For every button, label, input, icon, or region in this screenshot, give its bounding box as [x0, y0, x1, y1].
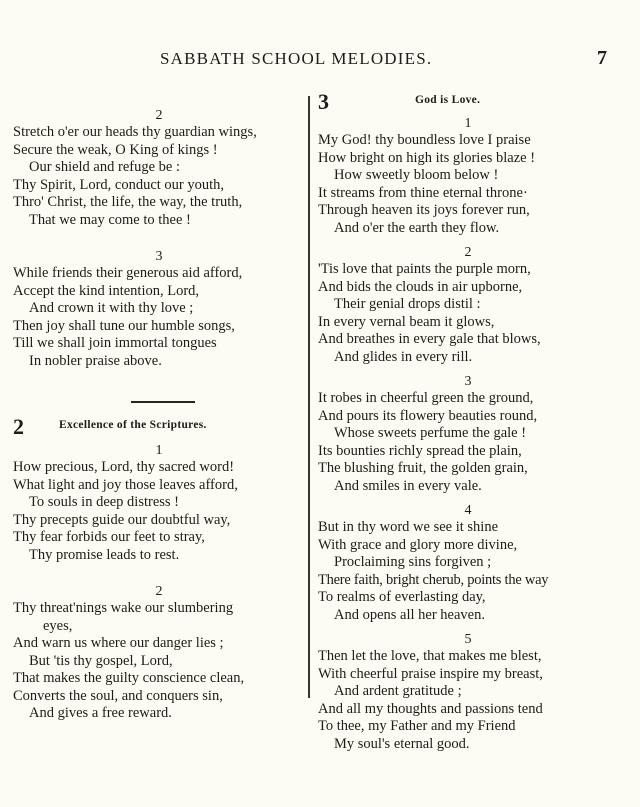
verse-line: And pours its flowery beauties round, [318, 407, 538, 424]
stanza [318, 245, 618, 366]
stanza [318, 374, 618, 495]
verse-line: Proclaiming sins forgiven ; [334, 554, 492, 570]
hymn-heading [13, 414, 305, 441]
verse-line: Their genial drops distil : [334, 296, 481, 312]
verse-line: With grace and glory more divine, [318, 536, 518, 553]
stanza-number: 1 [464, 116, 472, 131]
verse-line: Till we shall join immortal tongues [13, 335, 217, 351]
stanza [318, 503, 618, 624]
verse-line: It robes in cheerful green the ground, [318, 390, 534, 406]
verse-line: Thy Spirit, Lord, conduct our youth, [13, 176, 225, 193]
stanza [318, 632, 618, 753]
verse-line: Accept the kind intention, Lord, [13, 282, 200, 299]
verse-line: Secure the weak, O King of kings ! [13, 141, 218, 158]
verse-line: What light and joy those leaves afford, [13, 476, 238, 493]
verse-line: How sweetly bloom below ! [334, 167, 499, 183]
verse-line: Its bounties richly spread the plain, [318, 442, 522, 459]
verse-line: And all my thoughts and passions tend [318, 700, 543, 717]
hymn-number: 2 [13, 414, 24, 439]
stanza [13, 584, 305, 723]
verse-line: Whose sweets perfume the gale ! [334, 425, 527, 441]
verse-line: To thee, my Father and my Friend [318, 718, 516, 734]
stanza-number: 3 [155, 249, 163, 264]
verse-line: Thy threat'nings wake our slumbering [13, 600, 234, 616]
stanza-number: 1 [155, 443, 163, 458]
verse-line: How precious, Lord, thy sacred word! [13, 459, 235, 475]
verse-line: There faith, bright cherub, points the way [318, 571, 549, 588]
verse-line: In every vernal beam it glows, [318, 313, 495, 330]
stanza [318, 116, 618, 237]
stanza [13, 443, 305, 564]
running-title: SABBATH SCHOOL MELODIES. [160, 49, 433, 68]
stanza-number: 3 [464, 374, 472, 389]
verse-line: And opens all her heaven. [334, 606, 485, 623]
verse-line: eyes, [43, 617, 73, 634]
verse-line: Thro' Christ, the life, the way, the truth, [13, 194, 243, 210]
verse-line: How bright on high its glories blaze ! [318, 149, 536, 166]
verse-line: My soul's eternal good. [334, 735, 470, 752]
verse-line: Converts the soul, and conquers sin, [13, 687, 223, 704]
verse-line: And bids the clouds in air upborne, [318, 278, 523, 295]
verse-line: And o'er the earth they flow. [334, 219, 500, 236]
verse-line: Thy promise leads to rest. [29, 546, 180, 563]
verse-line: That we may come to thee ! [29, 211, 191, 228]
right-column [318, 89, 618, 753]
verse-line: And breathes in every gale that blows, [318, 331, 541, 347]
stanza-number: 2 [155, 108, 163, 123]
verse-line: And crown it with thy love ; [29, 300, 194, 316]
stanza-number: 4 [464, 503, 472, 518]
verse-line: Then let the love, that makes me blest, [318, 648, 542, 664]
stanza-number: 2 [464, 245, 472, 260]
hymn-heading [318, 89, 618, 116]
verse-line: And smiles in every vale. [334, 477, 482, 494]
stanza-number: 5 [464, 632, 472, 647]
verse-line: And gives a free reward. [29, 705, 172, 721]
hymn-title: God is Love. [415, 94, 481, 106]
verse-line: It streams from thine eternal throne· [318, 184, 528, 201]
verse-line: But 'tis thy gospel, Lord, [29, 652, 173, 669]
verse-line: In nobler praise above. [29, 352, 162, 369]
verse-line: Through heaven its joys forever run, [318, 202, 530, 218]
verse-line: But in thy word we see it shine [318, 519, 499, 535]
verse-line: And ardent gratitude ; [334, 683, 462, 699]
verse-line: Then joy shall tune our humble songs, [13, 317, 235, 334]
verse-line: While friends their generous aid afford, [13, 265, 243, 281]
verse-line: The blushing fruit, the golden grain, [318, 460, 528, 476]
verse-line: To souls in deep distress ! [29, 494, 180, 510]
verse-line: And warn us where our danger lies ; [13, 635, 224, 651]
verse-line: And glides in every rill. [334, 348, 473, 365]
stanza [13, 108, 305, 229]
verse-line: That makes the guilty conscience clean, [13, 670, 245, 686]
page-number: 7 [597, 47, 607, 69]
verse-line: Our shield and refuge be : [29, 159, 180, 175]
hymn-title: Excellence of the Scriptures. [59, 419, 207, 431]
verse-line: Stretch o'er our heads thy guardian wings, [13, 124, 257, 140]
verse-line: My God! thy boundless love I praise [318, 132, 531, 148]
verse-line: With cheerful praise inspire my breast, [318, 665, 543, 682]
verse-line: 'Tis love that paints the purple morn, [318, 261, 531, 277]
verse-line: Thy precepts guide our doubtful way, [13, 511, 231, 528]
verse-line: To realms of everlasting day, [318, 589, 486, 605]
verse-line: Thy fear forbids our feet to stray, [13, 529, 205, 545]
stanza [13, 249, 305, 370]
column-divider [308, 96, 310, 698]
hymn-number: 3 [318, 89, 329, 114]
stanza-number: 2 [155, 584, 163, 599]
left-column [13, 108, 305, 723]
